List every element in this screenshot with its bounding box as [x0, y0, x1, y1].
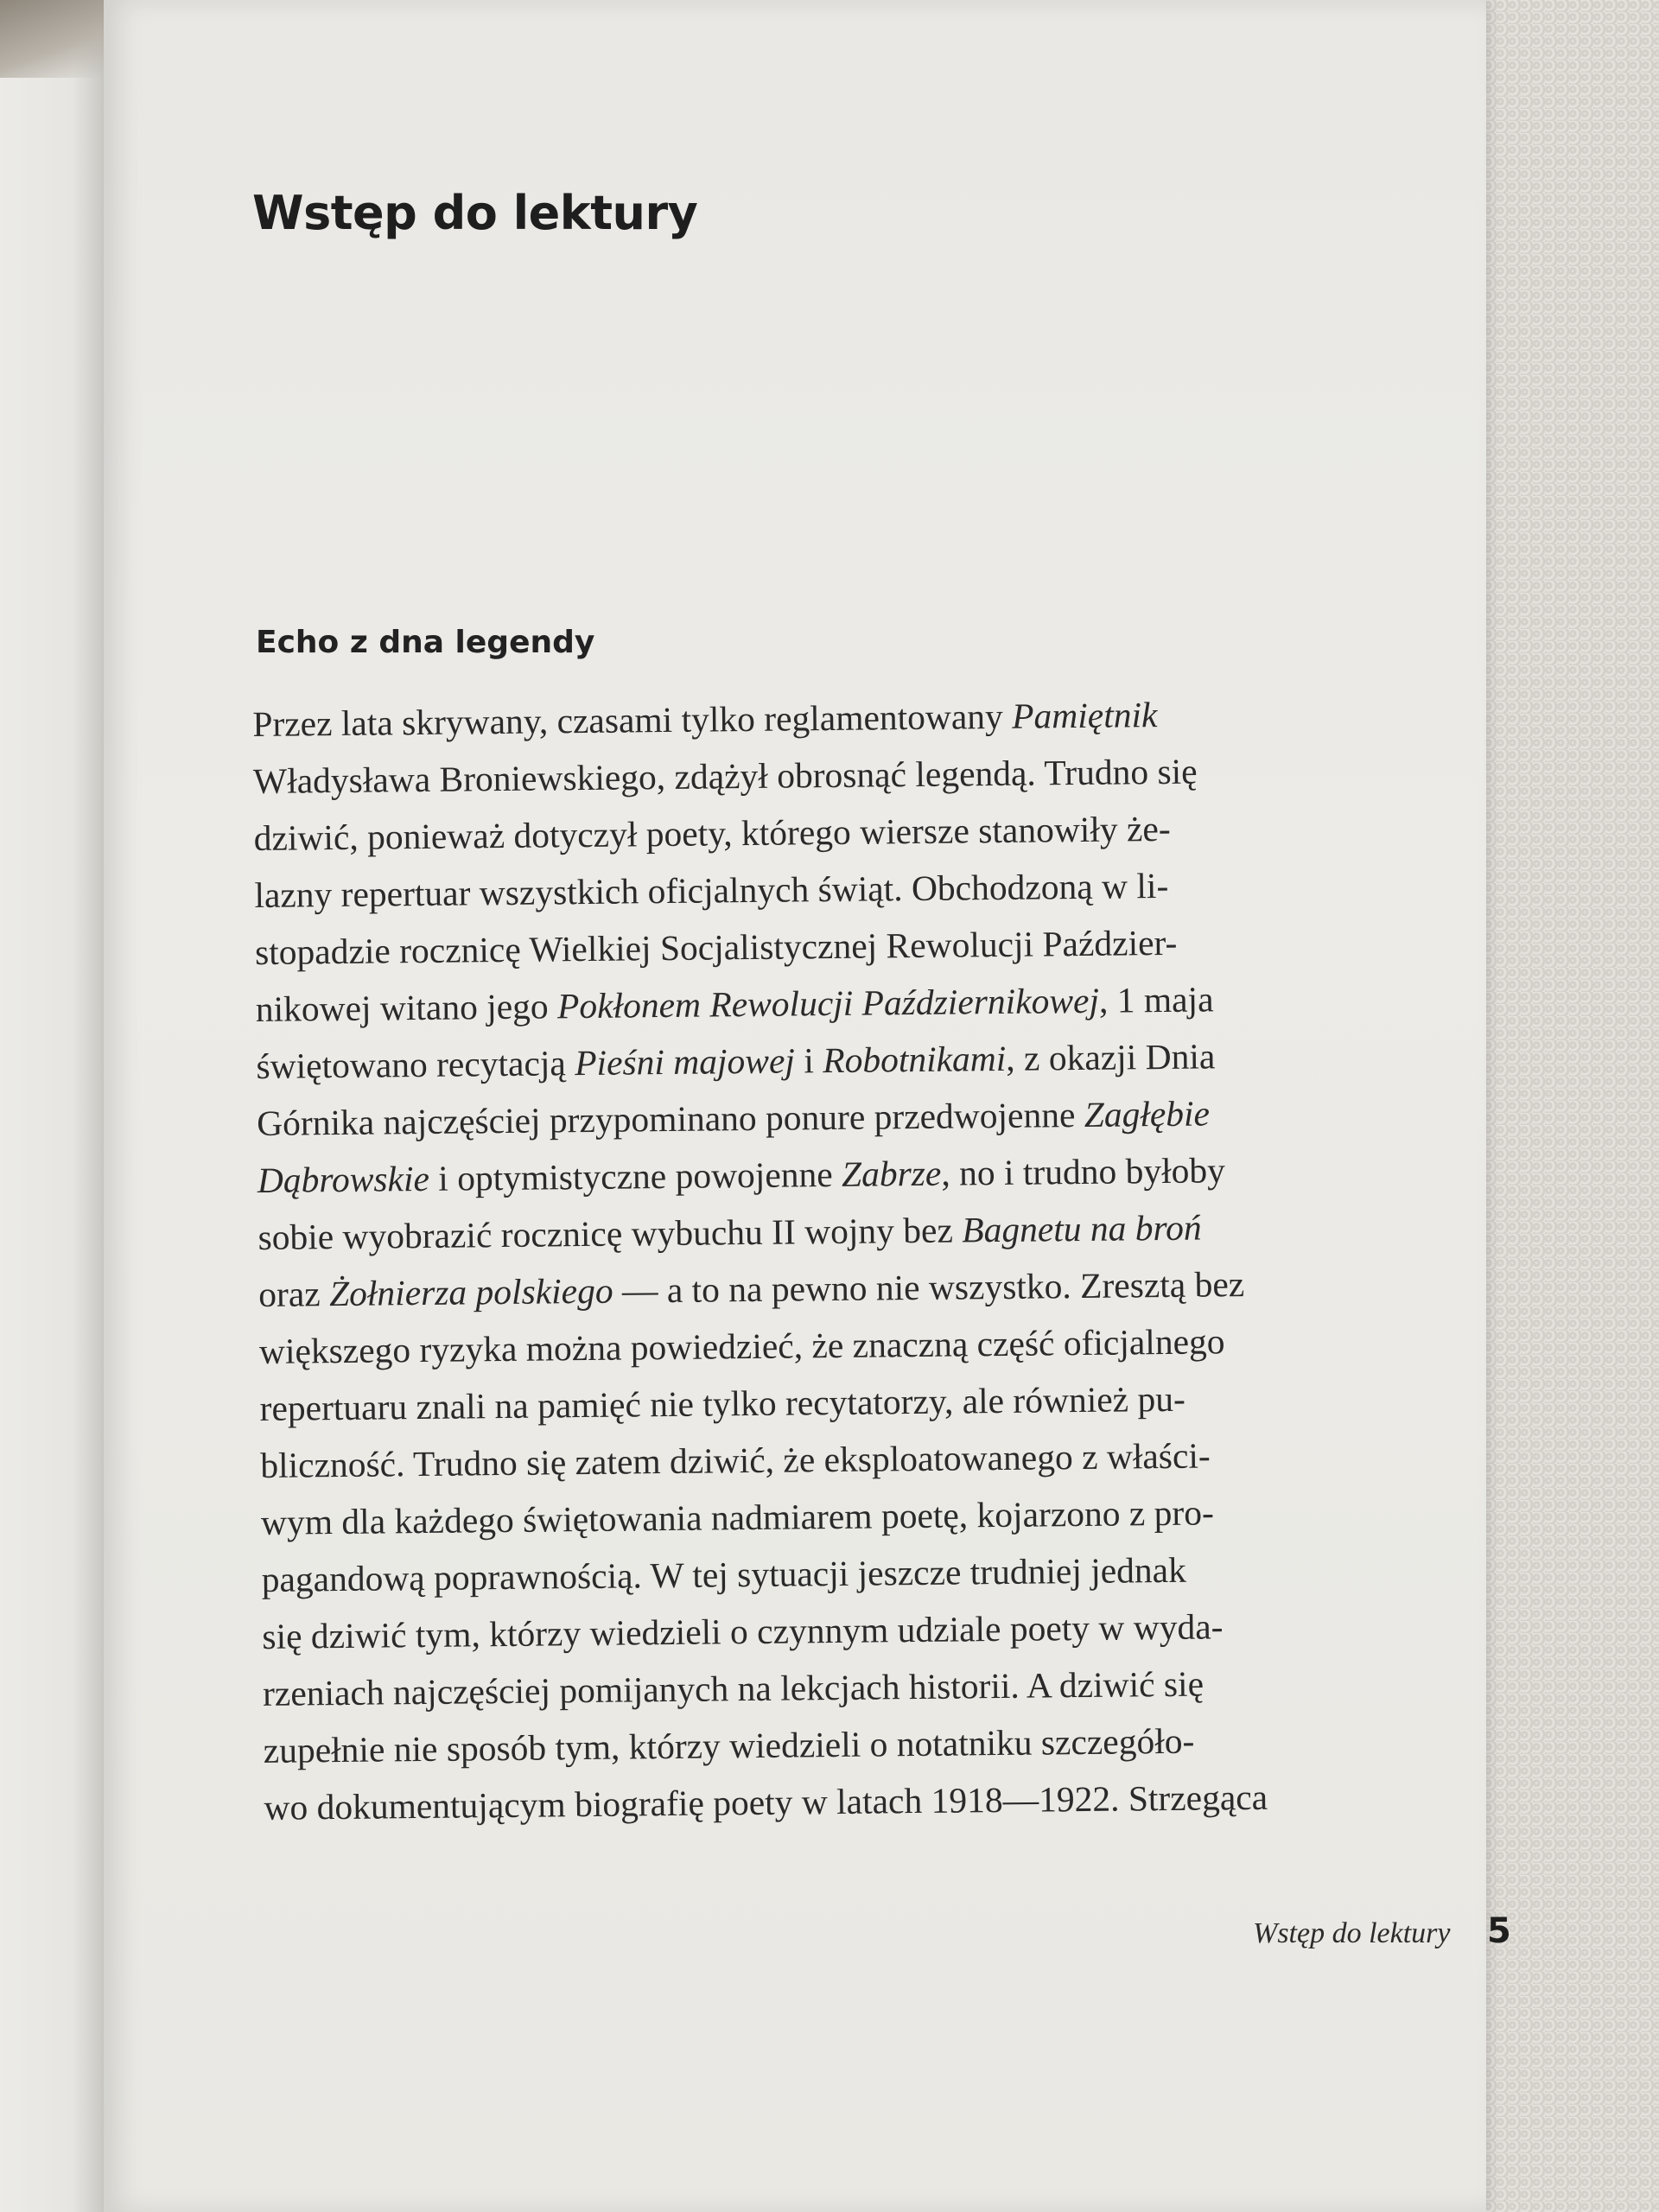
left-page-shadow — [0, 0, 104, 78]
text-run: — a to na pewno nie wszystko. Zresztą bez — [613, 1264, 1245, 1311]
text-run: i optymistyczne powojenne — [429, 1154, 842, 1198]
text-run: rzeniach najczęściej pomijanych na lekcjach historii. A dziwić się — [262, 1663, 1205, 1713]
text-run: Przez lata skrywany, czasami tylko reglamentowany — [252, 696, 1013, 744]
text-run: repertuaru znali na pamięć nie tylko recytatorzy, ale również pu- — [259, 1378, 1186, 1428]
text-run: dziwić, ponieważ dotyczył poety, którego wiersze stanowiły że- — [253, 808, 1171, 858]
italic-title: Robotnikami — [822, 1038, 1007, 1081]
chapter-title: Wstęp do lektury — [252, 186, 698, 240]
italic-title: Żołnierza polskiego — [328, 1270, 613, 1314]
text-run: , no i trudno byłoby — [941, 1150, 1226, 1193]
text-run: bliczność. Trudno się zatem dziwić, że eksploatowanego z właści- — [260, 1435, 1211, 1485]
section-title: Echo z dna legendy — [256, 625, 595, 660]
text-run: świętowano recytacją — [256, 1043, 575, 1086]
book-page — [104, 0, 1511, 2212]
italic-title: Pokłonem Rewolucji Październikowej — [556, 980, 1100, 1027]
body-text — [252, 683, 1543, 1836]
page-number: 5 — [1487, 1911, 1511, 1951]
italic-title: Dąbrowskie — [257, 1158, 430, 1200]
text-run: , 1 maja — [1098, 979, 1214, 1020]
text-run: Władysława Broniewskiego, zdążył obrosnąć legendą. Trudno się — [252, 751, 1198, 801]
text-run: sobie wyobrazić rocznicę wybuchu II wojny bez — [257, 1210, 963, 1257]
text-run: się dziwić tym, którzy wiedzieli o czynnym udziale poety w wyda- — [262, 1606, 1224, 1656]
italic-title: Bagnetu na broń — [961, 1207, 1202, 1250]
text-run: zupełnie nie sposób tym, którzy wiedzieli o notatniku szczegóło- — [263, 1720, 1195, 1770]
text-run: Górnika najczęściej przypominano ponure przedwojenne — [256, 1094, 1084, 1143]
italic-title: Pieśni majowej — [574, 1040, 796, 1084]
italic-title: Zagłębie — [1084, 1093, 1211, 1135]
page-footer — [1253, 1911, 1511, 1951]
text-run: oraz — [258, 1274, 330, 1314]
text-run: nikowej witano jego — [255, 986, 558, 1029]
page-content — [252, 186, 1531, 1827]
running-head: Wstęp do lektury — [1253, 1917, 1451, 1949]
left-page-edge — [0, 0, 104, 2212]
text-run: , z okazji Dnia — [1006, 1036, 1216, 1078]
text-run: wym dla każdego świętowania nadmiarem poetę, kojarzono z pro- — [260, 1492, 1215, 1542]
text-run: i — [794, 1040, 823, 1081]
italic-title: Pamiętnik — [1011, 695, 1158, 736]
italic-title: Zabrze — [841, 1153, 942, 1194]
text-line — [264, 1765, 1543, 1835]
text-run: pagandową poprawnością. W tej sytuacji jeszcze trudniej jednak — [261, 1549, 1187, 1599]
text-run: stopadzie rocznicę Wielkiej Socjalistycznej Rewolucji Paździer- — [254, 922, 1178, 972]
text-run: wo dokumentującym biografię poety w latach 1918—1922. Strzegąca — [264, 1777, 1268, 1827]
text-run: większego ryzyka można powiedzieć, że znaczną część oficjalnego — [258, 1321, 1225, 1371]
text-run: lazny repertuar wszystkich oficjalnych świąt. Obchodzoną w li- — [254, 865, 1169, 915]
